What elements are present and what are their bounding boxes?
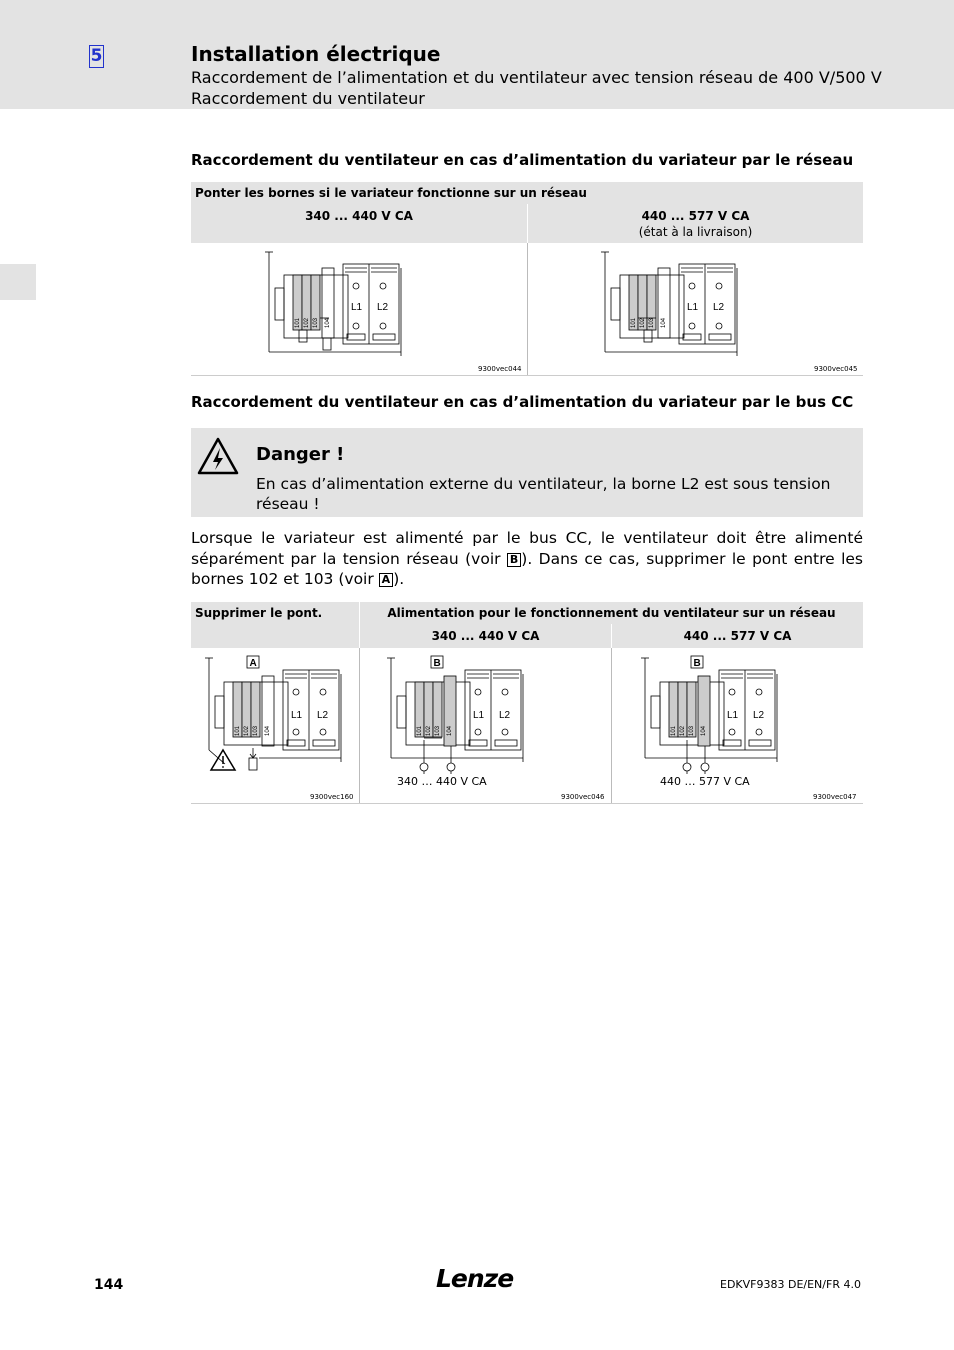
label-102: 102 <box>640 317 646 328</box>
wiring-diagram-b-340 <box>387 654 537 774</box>
label-l2: L2 <box>713 302 725 313</box>
label-l1: L1 <box>473 710 485 721</box>
ref-box-a: A <box>379 573 394 587</box>
paragraph-part-2: ). Dans ce cas, supprimer le pont entre les bornes 102 et 103 (voir <box>191 549 863 588</box>
ref-box-b: B <box>507 553 521 567</box>
danger-warning-icon <box>196 436 240 476</box>
figure-label-b: B <box>693 658 701 669</box>
section-heading-network: Raccordement du ventilateur en cas d’alimentation du variateur par le réseau <box>191 151 854 169</box>
label-104: 104 <box>265 725 271 736</box>
figure-code-045: 9300vec045 <box>814 365 858 373</box>
page-subtitle-2: Raccordement du ventilateur <box>191 89 425 108</box>
span-header-fan-supply: Alimentation pour le fonctionnement du ventilateur sur un réseau <box>387 606 836 620</box>
col-header-440: 440 ... 577 V CA <box>641 209 750 223</box>
label-103: 103 <box>253 725 259 736</box>
body-paragraph <box>191 528 863 590</box>
wiring-diagram-340 <box>265 248 405 360</box>
col-header-note: (état à la livraison) <box>638 225 753 239</box>
voltage-label-b2: 440 … 577 V CA <box>660 775 750 788</box>
label-104: 104 <box>325 317 331 328</box>
figure-code-044: 9300vec044 <box>478 365 522 373</box>
side-tab-marker <box>0 264 36 300</box>
label-104: 104 <box>701 725 707 736</box>
label-101: 101 <box>295 317 301 328</box>
label-102: 102 <box>244 725 250 736</box>
paragraph-part-3: ). <box>393 570 405 588</box>
label-101: 101 <box>631 317 637 328</box>
page-title: Installation électrique <box>191 42 441 66</box>
label-l2: L2 <box>377 302 389 313</box>
paragraph-part-1: Lorsque le variateur est alimenté par le bus CC, le ventilateur doit être alimenté séparément par la tension réseau (voir <box>191 529 863 568</box>
label-101: 101 <box>417 725 423 736</box>
figure-code-046: 9300vec046 <box>561 793 605 801</box>
label-101: 101 <box>235 725 241 736</box>
col-header-340: 340 ... 440 V CA <box>305 209 413 223</box>
label-101: 101 <box>671 725 677 736</box>
danger-box <box>191 428 863 517</box>
label-l2: L2 <box>499 710 511 721</box>
page-number: 144 <box>94 1277 124 1293</box>
wiring-diagram-b-440 <box>641 654 791 774</box>
label-l2: L2 <box>753 710 765 721</box>
table2-divider-2 <box>611 648 612 804</box>
wiring-diagram-440 <box>601 248 741 360</box>
figure-code-047: 9300vec047 <box>813 793 857 801</box>
label-103: 103 <box>689 725 695 736</box>
label-103: 103 <box>435 725 441 736</box>
danger-title: Danger ! <box>256 444 345 465</box>
figure-label-b: B <box>433 658 441 669</box>
col-divider <box>527 243 528 376</box>
label-102: 102 <box>304 317 310 328</box>
table-network-bridge <box>191 182 863 376</box>
table2-bottom-line <box>191 803 863 804</box>
label-l1: L1 <box>687 302 699 313</box>
label-104: 104 <box>661 317 667 328</box>
figure-code-160: 9300vec160 <box>310 793 354 801</box>
table-dcbus <box>191 602 863 804</box>
col-header-remove-bridge: Supprimer le pont. <box>195 606 323 620</box>
table-bottom-line <box>191 375 863 376</box>
col-header2-340: 340 ... 440 V CA <box>431 629 540 643</box>
label-102: 102 <box>426 725 432 736</box>
section-heading-dcbus: Raccordement du ventilateur en cas d’alimentation du variateur par le bus CC <box>191 393 854 411</box>
label-103: 103 <box>313 317 319 328</box>
supply-terminals-b1 <box>417 762 467 774</box>
danger-text: En cas d’alimentation externe du ventilateur, la borne L2 est sous tension réseau ! <box>256 475 831 513</box>
label-l1: L1 <box>351 302 363 313</box>
label-l1: L1 <box>727 710 739 721</box>
label-103: 103 <box>649 317 655 328</box>
voltage-label-b1: 340 … 440 V CA <box>397 775 487 788</box>
wiring-diagram-a <box>205 654 355 774</box>
label-l2: L2 <box>317 710 329 721</box>
col-header2-440: 440 ... 577 V CA <box>683 629 792 643</box>
supply-terminals-b2 <box>681 762 721 774</box>
page-subtitle-1: Raccordement de l’alimentation et du ventilateur avec tension réseau de 400 V/500 V <box>191 68 882 87</box>
figure-label-a: A <box>249 658 257 669</box>
label-104: 104 <box>447 725 453 736</box>
lenze-logo: Lenze <box>436 1264 514 1293</box>
label-l1: L1 <box>291 710 303 721</box>
chapter-number: 5 <box>90 46 103 66</box>
table-title: Ponter les bornes si le variateur fonctionne sur un réseau <box>195 186 587 200</box>
table2-divider-1 <box>359 648 360 804</box>
document-code: EDKVF9383 DE/EN/FR 4.0 <box>720 1278 861 1291</box>
label-102: 102 <box>680 725 686 736</box>
header-band <box>0 0 954 109</box>
